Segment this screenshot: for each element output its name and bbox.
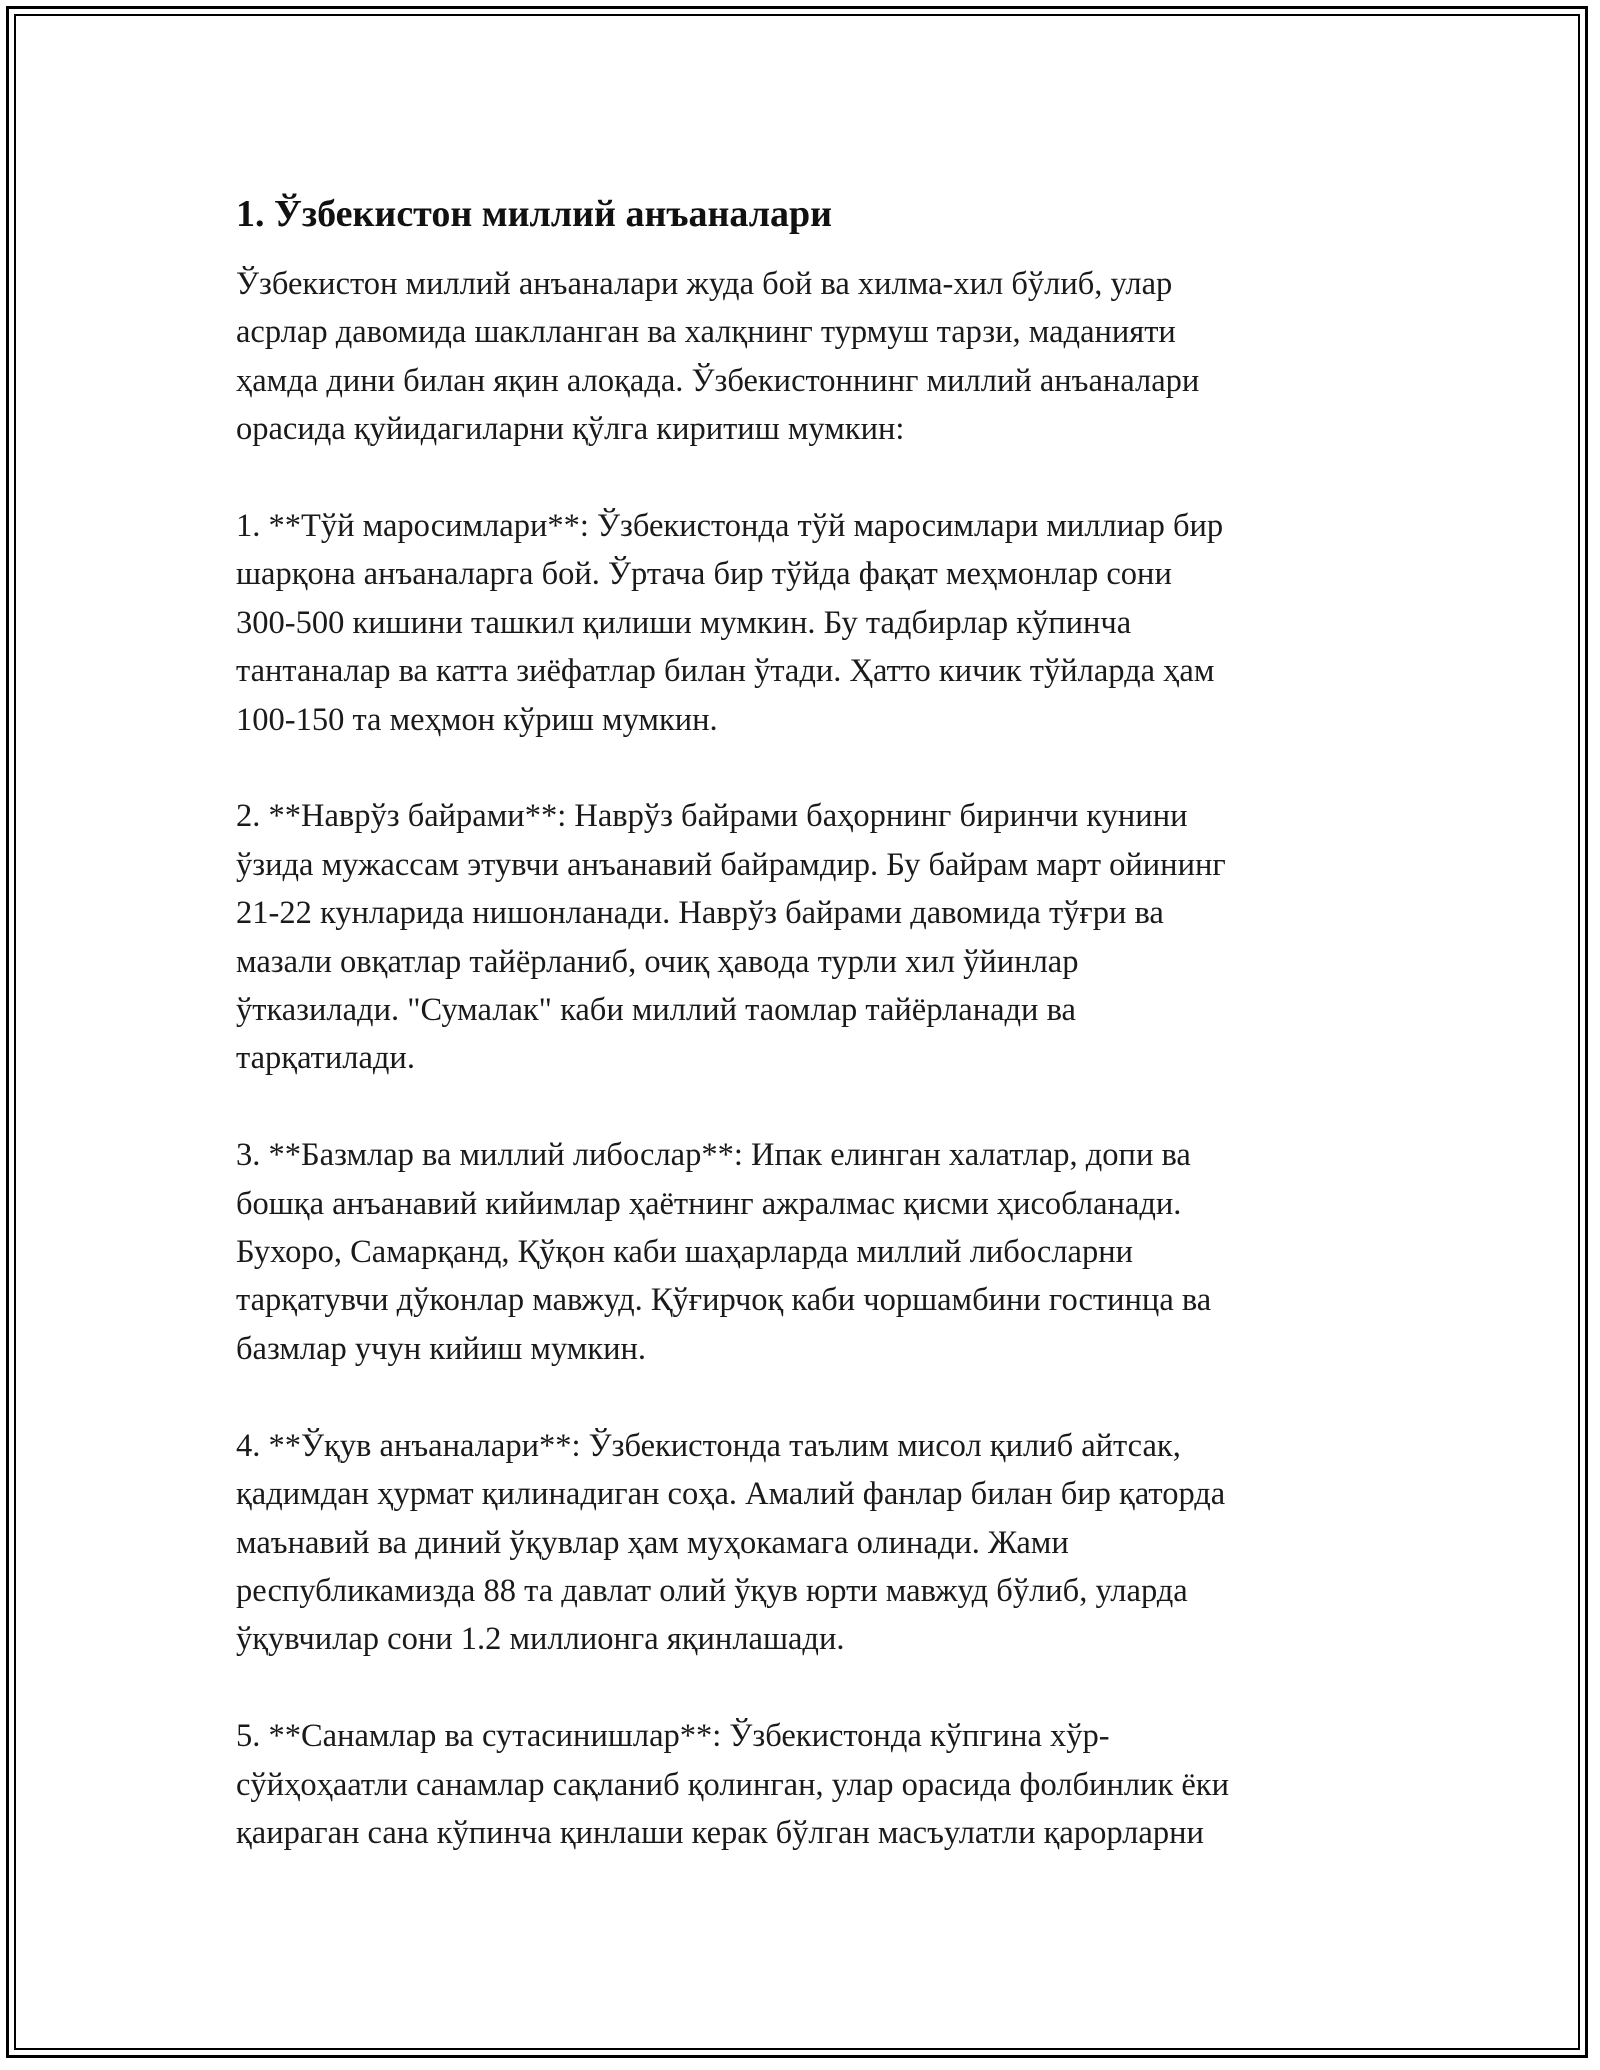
paragraph-amulets: 5. **Санамлар ва сутасинишлар**: Ўзбекистонда кўпгина хўр- сўйҳоҳаатли санамлар сақланиб қолинган, улар орасида фолбинлик ёки қаираган сана кўпинча қинлаши керак бўлган масъулатли қарорларни <box>236 1718 1229 1851</box>
page-title: 1. Ўзбекистон миллий анъаналари <box>236 193 833 235</box>
paragraph-navruz: 2. **Наврўз байрами**: Наврўз байрами баҳорнинг биринчи кунини ўзида мужассам этувчи анъанавий байрамдир. Бу байрам март ойининг 21-22 кунларида нишонланади. Наврўз байрами давомида тўғри ва мазали овқатлар тайёрланиб, очиқ ҳавода турли хил ўйинлар ўтказилади. "Сумалак" каби миллий таомлар тайёрланади ва тарқатилади. <box>236 798 1226 1077</box>
paragraph-clothing: 3. **Базмлар ва миллий либослар**: Ипак елинган халатлар, допи ва бошқа анъанавий кийимлар ҳаётнинг ажралмас қисми ҳисобланади. Бухоро, Самарқанд, Қўқон каби шаҳарларда миллий либосларни тарқатувчи дўконлар мавжуд. Қўғирчоқ каби чоршамбини гостинца ва базмлар учун кийиш мумкин. <box>236 1137 1212 1367</box>
paragraph-weddings: 1. **Тўй маросимлари**: Ўзбекистонда тўй маросимлари миллиар бир шарқона анъаналарга бой. Ўртача бир тўйда фақат меҳмонлар сони 300-500 кишини ташкил қилиши мумкин. Бу тадбирлар кўпинча тантаналар ва катта зиёфатлар билан ўтади. Ҳатто кичик тўйларда ҳам 100-150 та меҳмон кўриш мумкин. <box>236 508 1224 738</box>
intro-paragraph: Ўзбекистон миллий анъаналари жуда бой ва хилма-хил бўлиб, улар асрлар давомида шаклланган ва халқнинг турмуш тарзи, маданияти ҳамда дини билан яқин алоқада. Ўзбекистоннинг миллий анъаналари орасида қуйидагиларни қўлга киритиш мумкин: <box>236 266 1200 448</box>
paragraph-education: 4. **Ўқув анъаналари**: Ўзбекистонда таълим мисол қилиб айтсак, қадимдан ҳурмат қилинадиган соҳа. Амалий фанлар билан бир қаторда маънавий ва диний ўқувлар ҳам муҳокамага олинади. Жами республикамизда 88 та давлат олий ўқув юрти мавжуд бўлиб, уларда ўқувчилар сони 1.2 миллионга яқинлашади. <box>236 1427 1226 1658</box>
document-body <box>236 186 1366 1906</box>
